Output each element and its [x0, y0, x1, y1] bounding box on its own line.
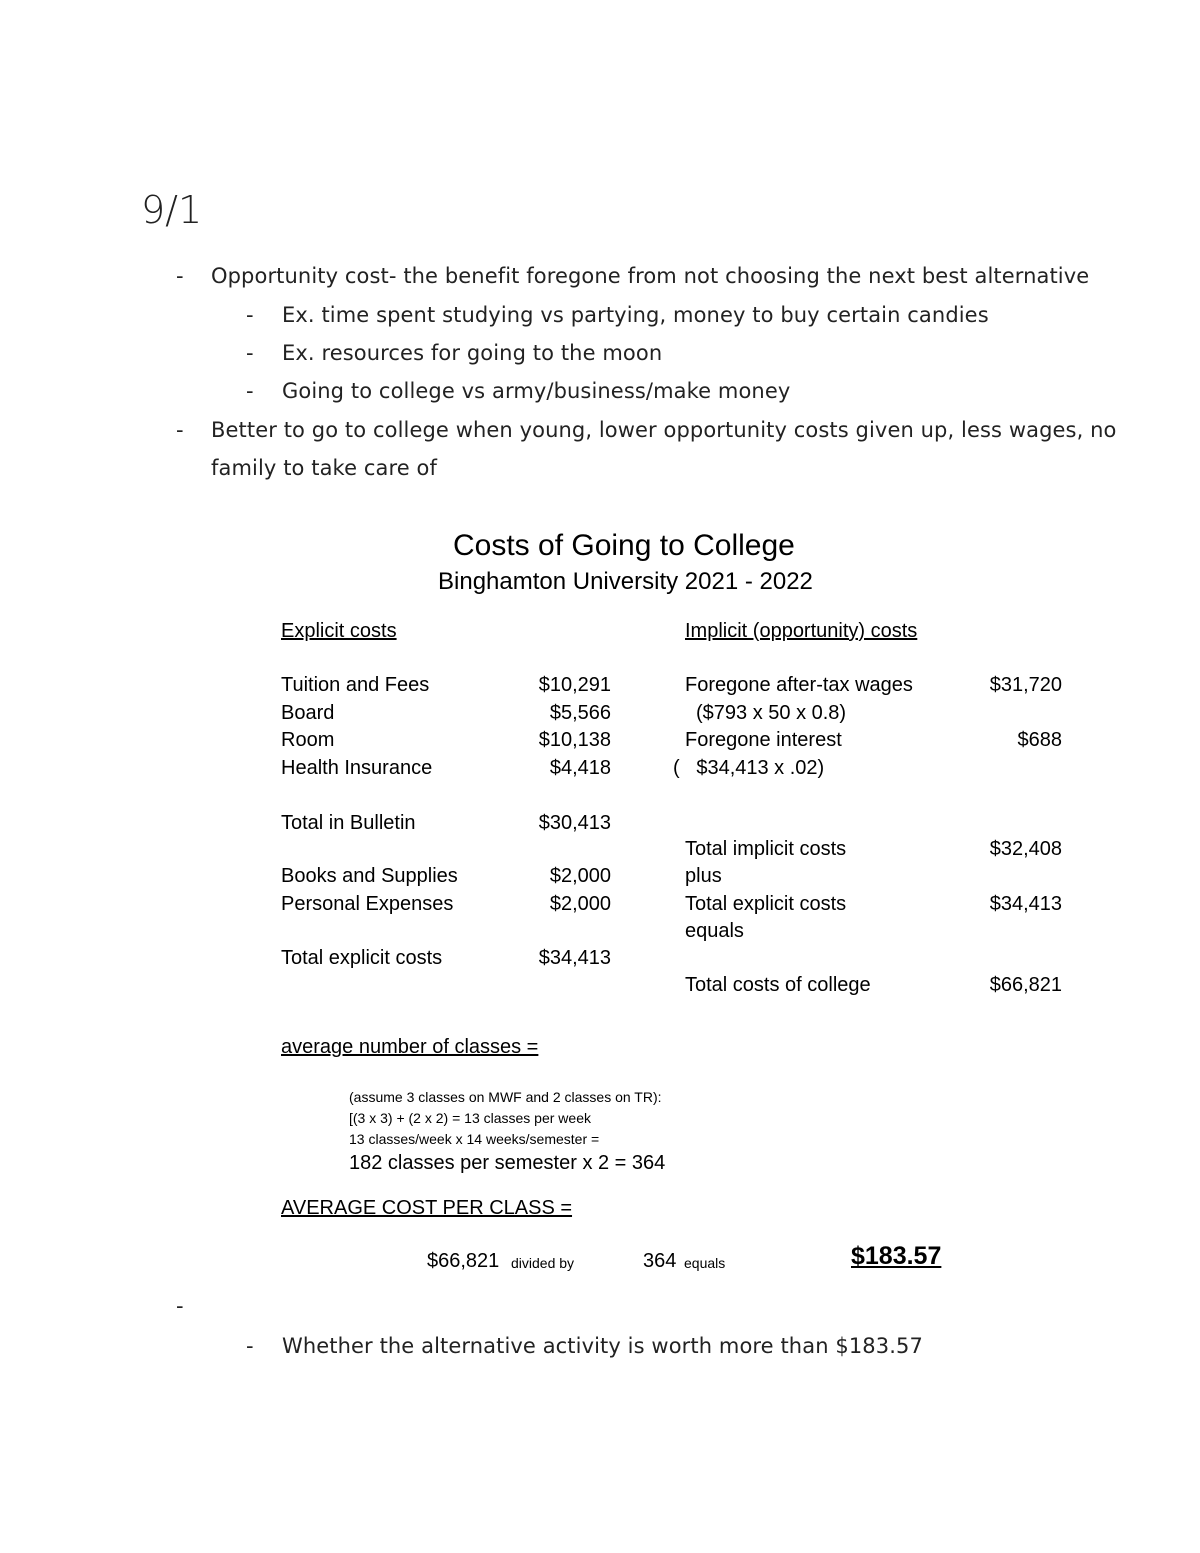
explicit-row-label: Tuition and Fees [281, 674, 430, 696]
explicit-row-label: Board [281, 702, 335, 724]
bullet-dash: - [246, 379, 254, 403]
note-bullet-4: Going to college vs army/business/make money [282, 379, 791, 403]
avg-classes-header: average number of classes = [281, 1036, 539, 1058]
calc-divided-by: divided by [511, 1255, 575, 1271]
explicit-row-label: Room [281, 729, 335, 751]
explicit-row-amount: $10,291 [538, 674, 611, 696]
implicit-row-label: Foregone after-tax wages [685, 674, 913, 696]
implicit-row-label: ($793 x 50 x 0.8) [696, 702, 847, 724]
avg-line: (assume 3 classes on MWF and 2 classes on TR): [349, 1089, 662, 1105]
explicit-row-label: Total explicit costs [281, 947, 443, 969]
explicit-row-amount: $10,138 [538, 729, 611, 751]
note-bullet-5-cont: family to take care of [211, 456, 437, 480]
implicit-row-amount: $688 [1017, 729, 1062, 751]
implicit-row-amount: $32,408 [989, 838, 1062, 860]
explicit-row-amount: $2,000 [549, 865, 611, 887]
note-bullet-5: Better to go to college when young, lower opportunity costs given up, less wages, no [211, 418, 1117, 442]
implicit-costs-header: Implicit (opportunity) costs [685, 620, 918, 642]
explicit-costs-header: Explicit costs [281, 620, 397, 642]
implicit-row-label: Total implicit costs [685, 838, 847, 860]
bullet-dash: - [176, 418, 184, 442]
avg-cost-header: AVERAGE COST PER CLASS = [281, 1197, 573, 1219]
explicit-row-amount: $4,418 [549, 757, 611, 779]
bullet-dash: - [246, 341, 254, 365]
bullet-dash: - [246, 1334, 254, 1358]
implicit-row-amount: $66,821 [989, 974, 1062, 996]
calc-classes: 364 [643, 1250, 677, 1272]
explicit-row-amount: $30,413 [538, 812, 611, 834]
sheet-subtitle: Binghamton University 2021 - 2022 [438, 568, 813, 595]
avg-line: [(3 x 3) + (2 x 2) = 13 classes per week [349, 1110, 591, 1126]
calc-total: $66,821 [427, 1250, 500, 1272]
calc-result: $183.57 [851, 1242, 942, 1270]
avg-line: 182 classes per semester x 2 = 364 [349, 1152, 666, 1174]
explicit-row-amount: $34,413 [538, 947, 611, 969]
explicit-row-amount: $5,566 [549, 702, 611, 724]
empty-bullet-dash: - [176, 1294, 184, 1318]
avg-line: 13 classes/week x 14 weeks/semester = [349, 1131, 600, 1147]
implicit-row-label: equals [685, 920, 744, 942]
calc-equals: equals [684, 1255, 726, 1271]
note-bullet-3: Ex. resources for going to the moon [282, 341, 663, 365]
implicit-row-label: Foregone interest [685, 729, 842, 751]
explicit-row-label: Total in Bulletin [281, 812, 416, 834]
notes-date: 9/1 [141, 188, 203, 232]
implicit-row-label: Total explicit costs [685, 893, 847, 915]
explicit-row-amount: $2,000 [549, 893, 611, 915]
implicit-row-label: plus [685, 865, 722, 887]
implicit-row-amount: $34,413 [989, 893, 1062, 915]
implicit-row-label: Total costs of college [685, 974, 871, 996]
implicit-row-amount: $31,720 [989, 674, 1062, 696]
bullet-dash: - [176, 264, 184, 288]
note-bullet-2: Ex. time spent studying vs partying, money to buy certain candies [282, 303, 989, 327]
bullet-dash: - [246, 303, 254, 327]
note-bullet-1: Opportunity cost- the benefit foregone from not choosing the next best alternative [211, 264, 1090, 288]
explicit-row-label: Books and Supplies [281, 865, 458, 887]
explicit-row-label: Health Insurance [281, 757, 433, 779]
sheet-title: Costs of Going to College [453, 529, 795, 562]
final-bullet: Whether the alternative activity is worth more than $183.57 [282, 1334, 923, 1358]
implicit-row-label: ( $34,413 x .02) [673, 757, 825, 779]
explicit-row-label: Personal Expenses [281, 893, 454, 915]
